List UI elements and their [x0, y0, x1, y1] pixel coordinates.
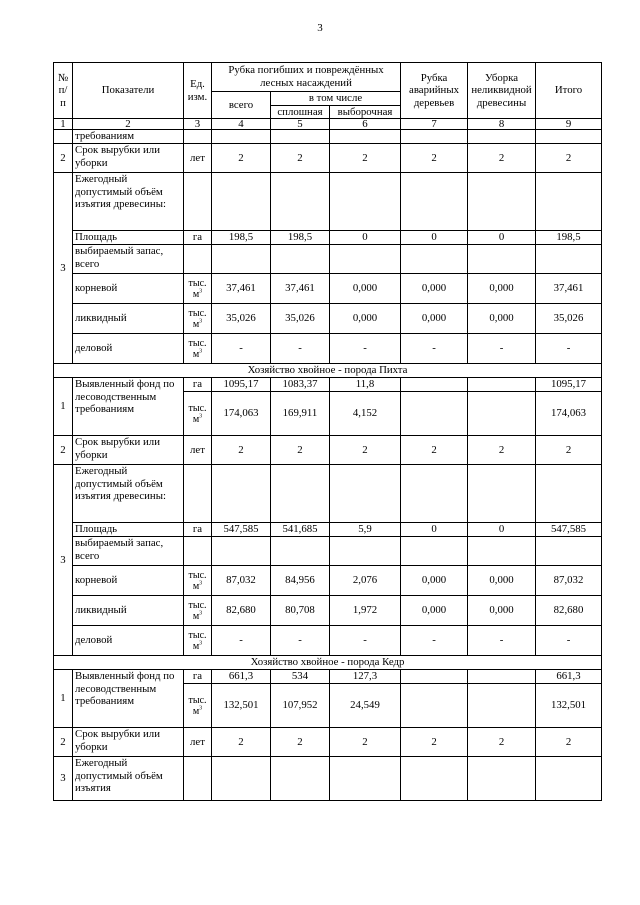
value-cell	[401, 670, 468, 684]
value-cell: 0,000	[401, 274, 468, 304]
unit-cell: тыс. $м^3$	[184, 334, 212, 364]
value-cell: 0	[468, 523, 536, 537]
colnum: 5	[271, 119, 330, 130]
header-group: Рубка погибших и повреждённых лесных насаждений	[212, 63, 401, 92]
value-cell: -	[330, 334, 401, 364]
value-cell: 82,680	[212, 596, 271, 626]
header-incl: в том числе	[271, 92, 401, 106]
value-cell: 0	[468, 231, 536, 245]
value-cell: 2	[468, 436, 536, 465]
value-cell: 0,000	[468, 596, 536, 626]
value-cell: 1083,37	[271, 378, 330, 392]
value-cell: 2	[401, 436, 468, 465]
value-cell: 2	[330, 436, 401, 465]
value-cell	[468, 392, 536, 436]
value-cell: 2,076	[330, 566, 401, 596]
value-cell: 0,000	[468, 566, 536, 596]
value-cell: 37,461	[212, 274, 271, 304]
unit-cell: га	[184, 378, 212, 392]
value-cell: -	[401, 334, 468, 364]
value-cell: 198,5	[536, 231, 602, 245]
header-indicator: Показатели	[73, 63, 184, 119]
value-cell: 37,461	[271, 274, 330, 304]
row-label: Срок вырубки или уборки	[73, 436, 184, 465]
value-cell: -	[536, 334, 602, 364]
value-cell: 1095,17	[536, 378, 602, 392]
value-cell	[401, 378, 468, 392]
value-cell: -	[212, 626, 271, 656]
value-cell: 2	[212, 728, 271, 757]
value-cell: 198,5	[271, 231, 330, 245]
row-label: выбираемый запас, всего	[73, 537, 184, 566]
value-cell	[468, 684, 536, 728]
row-label: Площадь	[73, 231, 184, 245]
unit-cell: лет	[184, 728, 212, 757]
unit-cell: лет	[184, 144, 212, 173]
value-cell: 80,708	[271, 596, 330, 626]
row-label: выбираемый запас, всего	[73, 245, 184, 274]
value-cell	[401, 392, 468, 436]
value-cell: 2	[468, 728, 536, 757]
colnum: 2	[73, 119, 184, 130]
colnum: 8	[468, 119, 536, 130]
value-cell: 547,585	[536, 523, 602, 537]
header-illiquid: Уборка неликвидной древесины	[468, 63, 536, 119]
value-cell: 661,3	[536, 670, 602, 684]
row-num: 1	[54, 670, 73, 728]
value-cell: 82,680	[536, 596, 602, 626]
value-cell: 541,685	[271, 523, 330, 537]
value-cell: 174,063	[536, 392, 602, 436]
header-unit: Ед. изм.	[184, 63, 212, 119]
value-cell: 0	[330, 231, 401, 245]
value-cell: 661,3	[212, 670, 271, 684]
value-cell: 2	[536, 728, 602, 757]
row-label: Площадь	[73, 523, 184, 537]
header-clear: сплошная	[271, 105, 330, 119]
value-cell: 534	[271, 670, 330, 684]
value-cell: 2	[271, 436, 330, 465]
value-cell: 2	[212, 436, 271, 465]
value-cell: -	[271, 626, 330, 656]
colnum: 9	[536, 119, 602, 130]
value-cell: 1,972	[330, 596, 401, 626]
colnum: 7	[401, 119, 468, 130]
row-label: корневой	[73, 274, 184, 304]
unit-cell: га	[184, 231, 212, 245]
forest-harvest-table	[53, 62, 602, 801]
page-number: 3	[317, 22, 323, 34]
row-label: Выявленный фонд по лесоводственным требованиям	[73, 670, 184, 728]
unit-cell: тыс. $м^3$	[184, 304, 212, 334]
value-cell: 87,032	[212, 566, 271, 596]
value-cell	[468, 378, 536, 392]
value-cell: 35,026	[212, 304, 271, 334]
value-cell: 35,026	[271, 304, 330, 334]
value-cell: 127,3	[330, 670, 401, 684]
row-label: ликвидный	[73, 304, 184, 334]
value-cell: 2	[271, 144, 330, 173]
value-cell: -	[330, 626, 401, 656]
value-cell: 0,000	[330, 304, 401, 334]
value-cell: -	[468, 334, 536, 364]
row-num: 3	[54, 173, 73, 364]
cell-empty	[54, 130, 73, 144]
value-cell: 0,000	[468, 304, 536, 334]
unit-cell: тыс. $м^3$	[184, 566, 212, 596]
value-cell: 2	[536, 144, 602, 173]
value-cell: 2	[401, 728, 468, 757]
row-label: Ежегодный допустимый объём изъятия древесины:	[73, 173, 184, 231]
colnum: 4	[212, 119, 271, 130]
value-cell: 169,911	[271, 392, 330, 436]
value-cell: -	[468, 626, 536, 656]
value-cell: 4,152	[330, 392, 401, 436]
unit-cell: тыс. $м^3$	[184, 596, 212, 626]
value-cell: 24,549	[330, 684, 401, 728]
row-num: 2	[54, 144, 73, 173]
value-cell: 132,501	[536, 684, 602, 728]
value-cell: 2	[271, 728, 330, 757]
value-cell: -	[536, 626, 602, 656]
value-cell: 0,000	[330, 274, 401, 304]
value-cell: 0,000	[468, 274, 536, 304]
value-cell: 2	[536, 436, 602, 465]
value-cell: 2	[401, 144, 468, 173]
value-cell: 547,585	[212, 523, 271, 537]
value-cell: 0,000	[401, 304, 468, 334]
value-cell: 84,956	[271, 566, 330, 596]
header-select: выборочная	[330, 105, 401, 119]
value-cell: 2	[468, 144, 536, 173]
row-label: Ежегодный допустимый объём изъятия	[73, 757, 184, 801]
value-cell: -	[401, 626, 468, 656]
value-cell: 11,8	[330, 378, 401, 392]
value-cell: 2	[330, 728, 401, 757]
value-cell: 0	[401, 231, 468, 245]
header-total: всего	[212, 92, 271, 119]
row-label: Срок вырубки или уборки	[73, 144, 184, 173]
value-cell: 0,000	[401, 566, 468, 596]
header-total-itogo: Итого	[536, 63, 602, 119]
colnum: 1	[54, 119, 73, 130]
value-cell: 37,461	[536, 274, 602, 304]
value-cell: 198,5	[212, 231, 271, 245]
value-cell: 0,000	[401, 596, 468, 626]
row-label: корневой	[73, 566, 184, 596]
value-cell: 1095,17	[212, 378, 271, 392]
row-label: Ежегодный допустимый объём изъятия древесины:	[73, 465, 184, 523]
row-label: деловой	[73, 334, 184, 364]
header-emergency: Рубка аварийных деревьев	[401, 63, 468, 119]
unit-cell: тыс. $м^3$	[184, 684, 212, 728]
value-cell	[468, 670, 536, 684]
header-num: № п/п	[54, 63, 73, 119]
unit-cell: лет	[184, 436, 212, 465]
row-label: деловой	[73, 626, 184, 656]
value-cell: 132,501	[212, 684, 271, 728]
value-cell: 2	[330, 144, 401, 173]
unit-cell: тыс. $м^3$	[184, 274, 212, 304]
value-cell	[401, 684, 468, 728]
section-title-cedar: Хозяйство хвойное - порода Кедр	[54, 656, 602, 670]
row-num: 3	[54, 757, 73, 801]
row-num: 3	[54, 465, 73, 656]
section-title-fir: Хозяйство хвойное - порода Пихта	[54, 364, 602, 378]
row-num: 2	[54, 728, 73, 757]
continued-label: требованиям	[73, 130, 184, 144]
row-label: Срок вырубки или уборки	[73, 728, 184, 757]
value-cell: 5,9	[330, 523, 401, 537]
value-cell: 2	[212, 144, 271, 173]
value-cell: 0	[401, 523, 468, 537]
unit-cell: тыс. $м^3$	[184, 626, 212, 656]
unit-cell: га	[184, 523, 212, 537]
row-num: 2	[54, 436, 73, 465]
colnum: 3	[184, 119, 212, 130]
unit-cell: га	[184, 670, 212, 684]
value-cell: 35,026	[536, 304, 602, 334]
value-cell: 174,063	[212, 392, 271, 436]
unit-cell: тыс. $м^3$	[184, 392, 212, 436]
value-cell: -	[271, 334, 330, 364]
value-cell: 107,952	[271, 684, 330, 728]
colnum: 6	[330, 119, 401, 130]
value-cell: 87,032	[536, 566, 602, 596]
row-num: 1	[54, 378, 73, 436]
row-label: ликвидный	[73, 596, 184, 626]
row-label: Выявленный фонд по лесоводственным требованиям	[73, 378, 184, 436]
value-cell: -	[212, 334, 271, 364]
